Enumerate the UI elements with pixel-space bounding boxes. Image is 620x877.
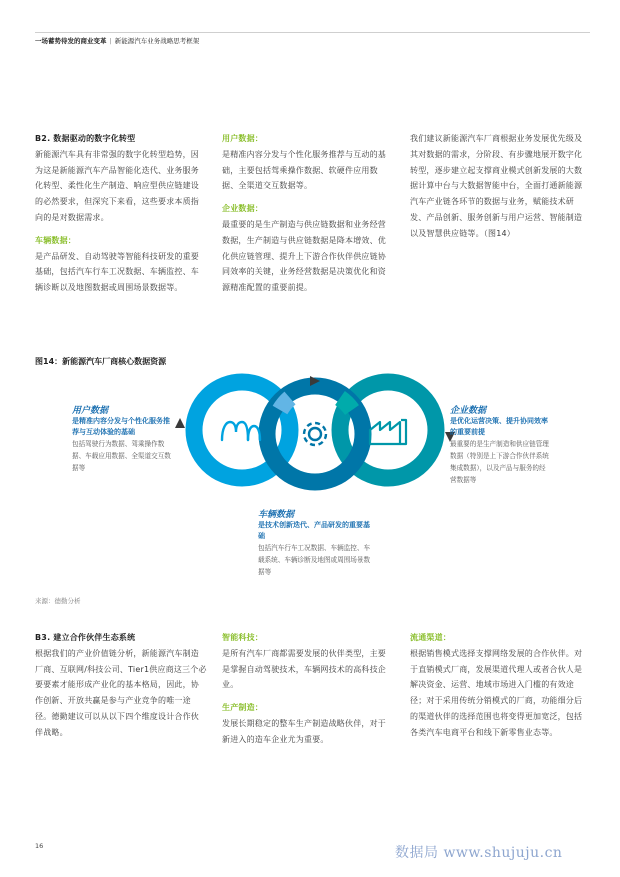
header-rule (35, 32, 590, 33)
b2-intro: 新能源汽车具有非常强的数字化转型趋势，因为这是新能源汽车产品智能化迭代、业务服务化转型、柔性化生产制造、响应型供应链建设的必然要求，但深究下来看，这些要求本质指向的是对数据需求。 (35, 149, 199, 222)
ring-overlap-right (340, 398, 352, 410)
factory-icon (370, 420, 406, 444)
production-partner-heading: 生产制造： (222, 703, 263, 713)
arrow-left-icon (175, 418, 185, 428)
b2-column-left (35, 131, 205, 296)
enterprise-data-heading: 企业数据： (222, 204, 263, 214)
running-header (35, 36, 199, 45)
enterprise-data-label (450, 403, 550, 486)
channel-partner-text: 根据销售模式选择支撑网络发展的合作伙伴。对于直销模式厂商，发展渠道代理人或者合伙人是解决资金、运营、地域市场进入门槛的有效途径；对于采用传统分销模式的厂商，功能细分后的渠道伙伴的选择范围也将变得更加宽泛，包括各类汽车电商平台和线下新零售业态等。 (410, 648, 583, 737)
b2-column-right (410, 131, 586, 242)
tech-partner-text: 是所有汽车厂商都需要发展的伙伴类型，主要是掌握自动驾驶技术，车辆网技术的高科技企业。 (222, 648, 386, 690)
enterprise-data-label-desc: 最重要的是生产制造和供应链管理数据（特别是上下游合作伙伴系统集成数据），以及产品与服务的经营数据等 (450, 440, 549, 484)
b2-column-middle (222, 131, 394, 296)
doc-subtitle: 新能源汽车业务战略思考框架 (114, 37, 200, 45)
gear-icon (304, 423, 326, 445)
vehicle-data-label-desc: 包括汽车行车工况数据、车辆监控、车载系统、车辆诊断及地图或周围场景数据等 (258, 544, 371, 576)
b3-column-middle (222, 630, 394, 748)
user-data-label-desc: 包括驾驶行为数据、驾乘操作数据、车载应用数据、全渠道交互数据等 (72, 440, 171, 472)
figure-title: 图14：新能源汽车厂商核心数据资源 (35, 357, 167, 366)
users-icon (222, 422, 260, 440)
watermark: 数据局 www.shujuju.cn (395, 845, 563, 861)
user-data-label-subtitle: 是精准内容分发与个性化服务推荐与互动体验的基础 (72, 417, 170, 436)
series-title: 一场蓄势待发的商业变革 (35, 37, 107, 45)
user-data-text: 是精准内容分发与个性化服务推荐与互动的基础，主要包括驾乘操作数据、软硬件应用数据、全渠道交互数据等。 (222, 149, 386, 191)
channel-partner-heading: 流通渠道： (410, 633, 451, 642)
enterprise-data-label-subtitle: 是优化运营决策、提升协同效率的重要前提 (450, 417, 548, 436)
production-partner-text: 发展长期稳定的整车生产制造战略伙伴，对于新进入的造车企业尤为重要。 (222, 718, 386, 744)
vehicle-data-label-subtitle: 是技术创新迭代、产品研发的重要基础 (258, 521, 370, 540)
vehicle-data-text: 是产品研发、自动驾驶等智能科技研发的重要基础，包括汽车行车工况数据、车辆监控、车辆诊断以及地图数据或周围场景数据等。 (35, 251, 199, 293)
b3-column-right (410, 630, 586, 741)
b2-recommendation: 我们建议新能源汽车厂商根据业务发展优先级及其对数据的需求，分阶段、有步骤地展开数字化转型，逐步建立起支撑商业模式创新发展的大数据计算中台与大数据智能中台，全面打通新能源汽车产业链各环节的数据与业务，赋能技术研发、产品创新、服务创新与用户运营、智能制造以及智慧供应链等。（图14） (410, 134, 583, 238)
section-b2-heading: B2. 数据驱动的数字化转型 (35, 134, 136, 143)
vehicle-data-heading: 车辆数据： (35, 235, 76, 245)
ring-overlap-left (280, 398, 290, 410)
figure-source: 来源：德勤分析 (35, 597, 81, 605)
data-loop-diagram (170, 370, 460, 500)
vehicle-data-label-title: 车辆数据 (258, 510, 295, 520)
b3-intro: 根据我们的产业价值链分析，新能源汽车制造厂商、互联网/科技公司、Tier1供应商这三个必要要素才能形成产业化的基本格局，因此，协作创新、开放共赢是参与产业竞争的唯一途径。德勤建议可以从以下四个维度设计合作伙伴战略。 (35, 648, 207, 737)
b3-column-left (35, 630, 207, 741)
enterprise-data-label-title: 企业数据 (450, 406, 487, 416)
enterprise-data-text: 最重要的是生产制造与供应链数据和业务经营数据，生产制造与供应链数据是降本增效、优化供应链管理、提升上下游合作伙伴供应链协同效率的关键，业务经营数据是决策优化和资源精准配置的重要前提。 (222, 219, 386, 293)
page-number: 16 (35, 842, 44, 850)
user-data-label (72, 403, 172, 474)
user-data-heading: 用户数据： (222, 134, 263, 143)
tech-partner-heading: 智能科技： (222, 633, 263, 642)
section-b3-heading: B3. 建立合作伙伴生态系统 (35, 633, 136, 642)
header-separator: | (109, 37, 112, 45)
user-data-label-title: 用户数据 (72, 406, 109, 416)
vehicle-data-label (258, 507, 376, 578)
